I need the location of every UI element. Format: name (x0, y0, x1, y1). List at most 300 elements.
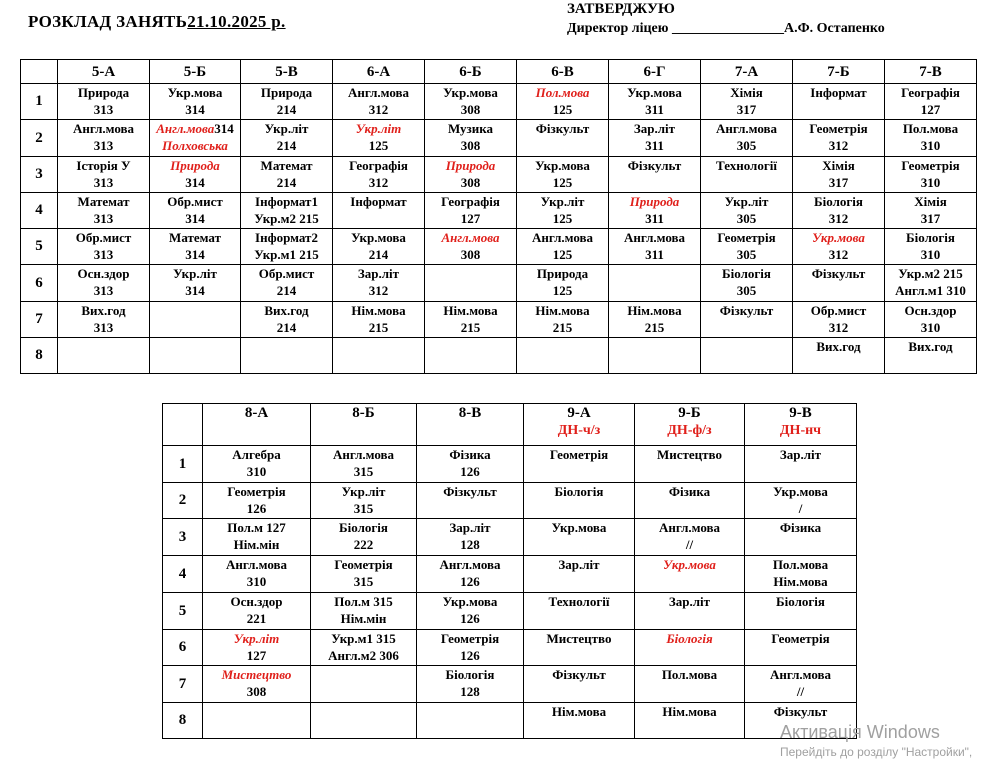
subject-line (333, 120, 424, 137)
lesson-cell (425, 193, 517, 229)
room-line: 215 (368, 320, 389, 335)
subject-line (58, 302, 149, 319)
class-header: 6-Б (425, 60, 517, 84)
lesson-cell (701, 193, 793, 229)
lesson-number: 5 (163, 593, 203, 630)
subject-line (417, 593, 523, 610)
lesson-row (163, 630, 857, 666)
room-line: 214 (276, 102, 297, 117)
lesson-cell (609, 265, 701, 302)
subject-line (701, 302, 792, 319)
subject: Осн.здор (230, 594, 283, 609)
class-header (311, 404, 417, 446)
corner-cell (163, 404, 203, 446)
lesson-cell (885, 157, 977, 193)
subject-line (524, 666, 634, 683)
subject: Вих.год (816, 339, 861, 354)
lesson-cell (517, 302, 609, 338)
class-subtitle: ДН-нч (779, 423, 822, 438)
subject: Осн.здор (904, 303, 957, 318)
subject-line (609, 229, 700, 246)
room-line: Нім.мова (773, 574, 828, 589)
lesson-cell (425, 265, 517, 302)
class-name: 9-Б (678, 405, 701, 421)
subject: Біологія (445, 667, 495, 682)
room-line: 214 (276, 175, 297, 190)
room-line: 127 (920, 102, 941, 117)
subject-line (745, 593, 856, 610)
subject: Природа (170, 158, 220, 173)
lesson-cell (745, 483, 857, 519)
subject-line (793, 265, 884, 282)
lesson-cell (793, 193, 885, 229)
lesson-cell (635, 519, 745, 556)
subject-line (701, 229, 792, 246)
room-line: 308 (460, 138, 481, 153)
subject-line (203, 483, 310, 500)
room: 314 (214, 121, 234, 136)
lesson-cell (417, 446, 524, 483)
lesson-cell (425, 338, 517, 374)
subject-line (745, 446, 856, 463)
lesson-cell (609, 84, 701, 120)
subject-line (793, 157, 884, 174)
lesson-row (163, 483, 857, 519)
class-subtitle: ДН-ч/з (557, 423, 601, 438)
room-line: 125 (552, 283, 573, 298)
subject-line (793, 229, 884, 246)
subject: Зар.літ (357, 266, 400, 281)
room-line: / (798, 501, 803, 516)
lesson-number: 7 (21, 302, 58, 338)
subject-line (311, 519, 416, 536)
lesson-cell (417, 483, 524, 519)
lesson-cell (311, 519, 417, 556)
room-line: 313 (93, 175, 114, 190)
subject: Обр.мист (75, 230, 132, 245)
subject: Укр.мова (442, 594, 498, 609)
subject: Природа (260, 85, 313, 100)
subject: Обр.мист (810, 303, 867, 318)
subject: Географія (901, 85, 960, 100)
lesson-row (21, 229, 977, 265)
subject-line (58, 265, 149, 282)
lesson-cell (150, 120, 241, 157)
header-row (21, 60, 977, 84)
room-line: // (685, 537, 694, 552)
subject-line (885, 193, 976, 210)
room-line: Укр.м1 215 (254, 247, 319, 262)
lesson-cell (524, 703, 635, 739)
windows-activation-watermark (780, 722, 972, 759)
lesson-cell (150, 338, 241, 374)
subject-line (58, 84, 149, 101)
lesson-cell (203, 666, 311, 703)
director-signature-line: Директор ліцею ________________А.Ф. Остапенко (567, 21, 885, 36)
lesson-cell (524, 593, 635, 630)
subject: Технології (548, 594, 610, 609)
subject-line (150, 157, 240, 174)
room-line: 305 (736, 283, 757, 298)
subject-line (524, 519, 634, 536)
lesson-cell (203, 519, 311, 556)
class-name: 9-А (567, 405, 591, 421)
subject-line (333, 229, 424, 246)
class-header (745, 404, 857, 446)
subject: Англ.мова (769, 667, 832, 682)
subject-line (885, 302, 976, 319)
subject: Англ.мова (658, 520, 721, 535)
subject: Геометрія (809, 121, 868, 136)
lesson-cell (635, 556, 745, 593)
room-line: 312 (368, 175, 389, 190)
subject: Зар.літ (779, 447, 822, 462)
lesson-number: 6 (21, 265, 58, 302)
room-line: 311 (645, 211, 664, 226)
subject: Географія (441, 194, 500, 209)
lesson-cell (517, 120, 609, 157)
subject: Нім.мова (351, 303, 406, 318)
room-line: 312 (828, 320, 849, 335)
schedule-title (28, 12, 286, 32)
subject-line (701, 193, 792, 210)
lesson-cell (333, 265, 425, 302)
lesson-cell (150, 193, 241, 229)
room-line: 310 (920, 138, 941, 153)
lesson-row (21, 120, 977, 157)
lesson-cell (417, 556, 524, 593)
subject: Вих.год (264, 303, 309, 318)
class-name: 8-Б (352, 405, 375, 421)
lesson-cell (517, 229, 609, 265)
subject-line (425, 302, 516, 319)
subject-line (425, 157, 516, 174)
subject-line (417, 483, 523, 500)
subject: Осн.здор (77, 266, 130, 281)
lesson-number: 2 (21, 120, 58, 157)
subject: Пол.мова (535, 85, 590, 100)
subject: Укр.літ (540, 194, 585, 209)
subject: Вих.год (908, 339, 953, 354)
lesson-cell (524, 483, 635, 519)
subject: Англ.мова (623, 230, 686, 245)
lesson-number: 6 (163, 630, 203, 666)
subject: Фізика (449, 447, 491, 462)
lesson-cell (524, 630, 635, 666)
subject: Музика (447, 121, 494, 136)
lesson-cell (885, 193, 977, 229)
subject-line (885, 120, 976, 137)
lesson-cell (885, 120, 977, 157)
subject-line (745, 630, 856, 647)
subject: Фізкульт (811, 266, 866, 281)
subject: Вих.год (81, 303, 126, 318)
room-line: 315 (353, 501, 374, 516)
room-line: 312 (828, 138, 849, 153)
subject-line (333, 302, 424, 319)
lesson-cell (311, 483, 417, 519)
subject-line (58, 120, 149, 137)
subject: Нім.мова (551, 704, 607, 719)
subject: Укр.м1 315 (331, 631, 396, 646)
subject-line (635, 556, 744, 573)
lesson-cell (609, 120, 701, 157)
subject: Фізкульт (535, 121, 590, 136)
room-line: 313 (93, 102, 114, 117)
lesson-cell (241, 338, 333, 374)
lesson-cell (793, 338, 885, 374)
lesson-cell (241, 229, 333, 265)
subject: Зар.літ (449, 520, 491, 535)
room-line: 311 (645, 247, 664, 262)
lesson-cell (885, 338, 977, 374)
subject: Мистецтво (546, 631, 612, 646)
lesson-cell (793, 120, 885, 157)
lesson-cell (333, 229, 425, 265)
room-line: 308 (460, 102, 481, 117)
room-line: 313 (93, 211, 114, 226)
subject: Англ.мова (225, 557, 288, 572)
lesson-cell (701, 229, 793, 265)
lesson-number: 7 (163, 666, 203, 703)
subject: Англ.мова (332, 447, 395, 462)
subject: Технології (716, 158, 777, 173)
room-line: 314 (185, 102, 205, 117)
subject-line (58, 229, 149, 246)
room-line: 310 (246, 574, 267, 589)
subject: Інформат (350, 194, 407, 209)
lesson-cell (241, 84, 333, 120)
subject: Хімія (730, 85, 763, 100)
lesson-cell (635, 446, 745, 483)
room-line: 215 (644, 320, 665, 335)
lesson-cell (609, 302, 701, 338)
subject: Укр.мова (443, 85, 498, 100)
lesson-cell (417, 666, 524, 703)
subject: Фізкульт (552, 667, 606, 682)
subject-line (701, 84, 792, 101)
lesson-cell (241, 193, 333, 229)
subject: Геометрія (717, 230, 776, 245)
subject-line (524, 703, 634, 720)
subject: Укр.мова (351, 230, 406, 245)
subject-line (241, 193, 332, 210)
subject: Обр.мист (167, 194, 223, 209)
subject: Нім.мова (662, 704, 717, 719)
lesson-cell (417, 593, 524, 630)
subject-line (635, 630, 744, 647)
lesson-cell (311, 630, 417, 666)
class-header: 5-В (241, 60, 333, 84)
subject-line (203, 593, 310, 610)
lesson-number: 8 (21, 338, 58, 374)
room-line: 214 (368, 247, 389, 262)
subject: Нім.мова (627, 303, 682, 318)
room-line: Англ.м2 306 (328, 648, 399, 663)
room-line: 311 (645, 102, 664, 117)
subject-line (311, 556, 416, 573)
lesson-cell (517, 338, 609, 374)
lesson-cell (425, 120, 517, 157)
lesson-cell (333, 338, 425, 374)
class-header (417, 404, 524, 446)
subject: Природа (629, 194, 680, 209)
room-line: 313 (93, 247, 114, 262)
class-name: 9-В (789, 405, 812, 421)
lesson-cell (635, 483, 745, 519)
subject-line (793, 120, 884, 137)
subject: Англ.мова (439, 557, 501, 572)
subject-line (793, 84, 884, 101)
room-line: 314 (185, 175, 205, 190)
lesson-cell (701, 302, 793, 338)
subject-line (885, 157, 976, 174)
lesson-cell (425, 229, 517, 265)
class-header (635, 404, 745, 446)
lesson-cell (203, 630, 311, 666)
lesson-cell (333, 157, 425, 193)
subject-line (150, 265, 240, 282)
lesson-cell (701, 120, 793, 157)
lesson-cell (203, 446, 311, 483)
subject-line (150, 120, 240, 137)
subject: Пол.м 127 (227, 520, 286, 535)
subject: Укр.літ (233, 631, 280, 646)
lesson-cell (609, 157, 701, 193)
subject-line (635, 446, 744, 463)
lesson-row (21, 84, 977, 120)
top-schedule-table (20, 59, 977, 374)
room-line: 310 (246, 464, 267, 479)
subject: Математ (260, 158, 313, 173)
room-line: 314 (185, 247, 205, 262)
approval-block (567, 0, 885, 38)
corner-cell (21, 60, 58, 84)
subject-line (885, 84, 976, 101)
subject: Фізика (779, 520, 822, 535)
room-line: 125 (552, 102, 573, 117)
lesson-cell (793, 229, 885, 265)
subject: Нім.мова (535, 303, 590, 318)
lesson-number: 3 (21, 157, 58, 193)
subject-line (417, 556, 523, 573)
room-line: 126 (460, 648, 480, 663)
room-line: 127 (460, 211, 481, 226)
lesson-cell (203, 703, 311, 739)
lesson-number: 4 (163, 556, 203, 593)
lesson-cell (793, 265, 885, 302)
lesson-number: 5 (21, 229, 58, 265)
lesson-cell (745, 519, 857, 556)
subject: Геометрія (771, 631, 830, 646)
room-line: 312 (828, 211, 849, 226)
subject-line (524, 593, 634, 610)
lesson-cell (885, 229, 977, 265)
bottom-schedule-table (162, 403, 857, 739)
lesson-cell (793, 84, 885, 120)
class-subtitle: ДН-ф/з (667, 423, 712, 438)
subject: Біологія (722, 266, 771, 281)
lesson-cell (58, 193, 150, 229)
lesson-cell (150, 302, 241, 338)
lesson-cell (635, 703, 745, 739)
subject-line (417, 666, 523, 683)
room-line: Укр.м2 215 (254, 211, 319, 226)
subject-line (241, 229, 332, 246)
lesson-cell (311, 666, 417, 703)
room-line: 317 (920, 211, 941, 226)
subject: Англ.мова (72, 121, 135, 136)
class-header: 6-А (333, 60, 425, 84)
subject-line (609, 193, 700, 210)
lesson-cell (701, 338, 793, 374)
subject: Історія У (76, 158, 131, 173)
subject: Фізкульт (773, 704, 828, 719)
subject-line (745, 666, 856, 683)
subject-line (517, 84, 608, 101)
subject-line (241, 302, 332, 319)
subject: Біологія (339, 520, 388, 535)
subject: Укр.мова (167, 85, 223, 100)
subject: Геометрія (901, 158, 960, 173)
subject-line (524, 483, 634, 500)
subject-line (701, 265, 792, 282)
lesson-row (21, 193, 977, 229)
subject-line (417, 630, 523, 647)
room-line: // (796, 684, 805, 699)
subject-line (609, 302, 700, 319)
subject-line (701, 157, 792, 174)
subject-line (745, 519, 856, 536)
subject: Природа (536, 266, 589, 281)
subject-line (333, 193, 424, 210)
lesson-cell (609, 229, 701, 265)
subject: Укр.літ (173, 266, 217, 281)
subject-line (417, 446, 523, 463)
subject-line (701, 120, 792, 137)
subject: Інформат2 (255, 230, 318, 245)
subject: Укр.мова (627, 85, 682, 100)
subject: Біологія (814, 194, 863, 209)
subject-line (793, 302, 884, 319)
subject-line (241, 120, 332, 137)
room-line: 313 (93, 138, 114, 153)
subject-line (885, 229, 976, 246)
lesson-number: 3 (163, 519, 203, 556)
room-line: 214 (276, 138, 297, 153)
subject-line (517, 120, 608, 137)
subject: Англ.мова (441, 230, 500, 245)
subject-line (311, 630, 416, 647)
subject-line (793, 338, 884, 355)
subject-line (635, 519, 744, 536)
lesson-cell (524, 556, 635, 593)
lesson-cell (150, 157, 241, 193)
lesson-cell (241, 302, 333, 338)
room-line: 222 (353, 537, 374, 552)
subject: Укр.мова (812, 230, 865, 245)
lesson-cell (885, 265, 977, 302)
room-line: 317 (736, 102, 757, 117)
lesson-cell (517, 157, 609, 193)
subject: Зар.літ (558, 557, 600, 572)
subject: Англ.мова (347, 85, 410, 100)
room-line: 310 (920, 247, 941, 262)
subject-line (203, 446, 310, 463)
subject: Нім.мова (443, 303, 498, 318)
subject: Інформат (810, 85, 867, 100)
subject-line (517, 229, 608, 246)
